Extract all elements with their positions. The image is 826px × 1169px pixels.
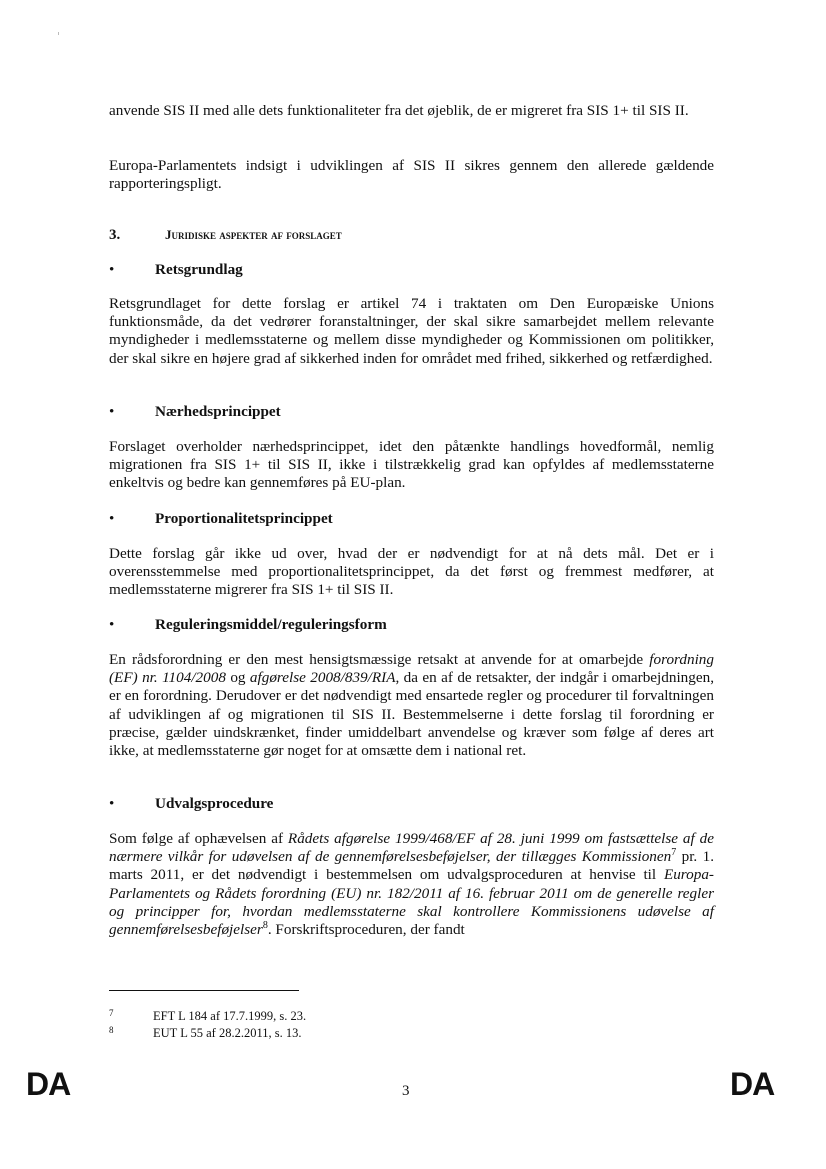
- regulering-text: En rådsforordning er den mest hensigtsmæssige retsakt at anvende for at omarbejde forordning (EF) nr. 1104/2008 og afgørelse 2008/839/RIA, da en af de retsakter, der indgår i omarbejdningen, er en forordning. Derudover er det nødvendigt med ensartede regler og procedurer til forvaltningen af udviklingen af og migrationen til SIS II. Bestemmelserne i dette forslag til forordning er præcise, gælder uindskrænket, finder umiddelbart anvendelse og kræver som følge af deres art ikke, at medlemsstaterne gør noget for at omsætte dem i national ret.: [109, 651, 714, 760]
- udvalg-text: Som følge af ophævelsen af Rådets afgørelse 1999/468/EF af 28. juni 1999 om fastsættelse af de nærmere vilkår for udøvelsen af de gennemførelsesbeføjelser, der tillægges Kommissionen$^7$ pr. 1. marts 2011, er det nødvendigt i bestemmelsen om udvalgsproceduren at henvise til Europa-Parlamentets og Rådets forordning (EU) nr. 182/2011 af 16. februar 2011 om de generelle regler og principper for, hvordan medlemsstaterne skal kontrollere Kommissionens udøvelse af gennemførelsesbeføjelser$^8$. Forskriftsproceduren, der fandt: [109, 830, 714, 939]
- udvalg-heading: Udvalgsprocedure: [155, 795, 274, 812]
- footnote-ref-8[interactable]: 8: [262, 920, 268, 932]
- udvalg-ref-forordning: Europa-Parlamentets og Rådets forordning (EU) nr. 182/2011 af 16. februar 2011 om de generelle regler og principper for, hvordan medlemsstaterne skal kontrollere Kommissionens udøvelse af gennemførelsesbeføjelser: [109, 866, 714, 939]
- footnote-divider: [109, 990, 299, 991]
- intro-block: [109, 102, 714, 120]
- bullet-heading-proportionalitet: [109, 510, 333, 528]
- naerhed-block: [109, 438, 714, 493]
- intro-paragraph-2: Europa-Parlamentets indsigt i udviklingen af SIS II sikres gennem den allerede gældende rapporteringspligt.: [109, 157, 714, 193]
- bullet-heading-regulering: [109, 616, 387, 634]
- language-code-right: DA: [730, 1066, 775, 1102]
- retsgrundlag-text: Retsgrundlaget for dette forslag er artikel 74 i traktaten om Den Europæiske Unions funktionsmåde, da det vedrører foranstaltninger, der skal sikre samarbejdet mellem relevante myndigheder i medlemsstaterne og mellem disse myndigheder og Kommissionen om politikker, der skal sikre en højere grad af sikkerhed inden for området med frihed, sikkerhed og retfærdighed.: [109, 295, 714, 367]
- bullet-icon: •: [109, 403, 115, 420]
- scan-speck: [58, 32, 59, 35]
- section-heading: [109, 227, 342, 244]
- naerhed-text: Forslaget overholder nærhedsprincippet, idet den påtænkte handlings hovedformål, nemlig migrationen fra SIS 1+ til SIS II, ikke i tilstrækkelig grad kan opfyldes af medlemsstaterne enkeltvis og bedre kan gennemføres på EU-plan.: [109, 438, 714, 492]
- proportionalitet-block: [109, 545, 714, 600]
- regulering-ref-afgorelse: afgørelse 2008/839/RIA: [249, 669, 396, 687]
- intro-paragraph-1: anvende SIS II med alle dets funktionaliteter fra det øjeblik, de er migreret fra SIS 1+ til SIS II.: [109, 102, 689, 119]
- retsgrundlag-heading: Retsgrundlag: [155, 261, 243, 278]
- bullet-icon: •: [109, 795, 115, 812]
- section-title: Juridiske aspekter af forslaget: [165, 227, 342, 242]
- bullet-icon: •: [109, 510, 115, 527]
- footnote-text: EFT L 184 af 17.7.1999, s. 23.: [153, 1009, 307, 1023]
- footnote-number: 8: [109, 1025, 114, 1035]
- footnote-number: 7: [109, 1008, 114, 1018]
- footnote-8: [109, 1025, 301, 1041]
- footnote-text: EUT L 55 af 28.2.2011, s. 13.: [153, 1026, 302, 1040]
- intro-block-2: [109, 157, 714, 193]
- udvalg-block: [109, 830, 714, 939]
- regulering-block: [109, 651, 714, 760]
- proportionalitet-heading: Proportionalitetsprincippet: [155, 510, 333, 527]
- bullet-icon: •: [109, 616, 115, 633]
- proportionalitet-text: Dette forslag går ikke ud over, hvad der er nødvendigt for at nå dets mål. Det er i overensstemmelse med proportionalitetsprincippet, da det først og fremmest medfører, at medlemsstaterne migrerer fra SIS 1+ til SIS II.: [109, 545, 714, 599]
- bullet-icon: •: [109, 261, 115, 278]
- footnote-ref-7[interactable]: 7: [671, 847, 677, 859]
- language-code-left: DA: [26, 1066, 71, 1102]
- regulering-ref-forordning: forordning (EF) nr. 1104/2008: [109, 651, 714, 687]
- section-number: 3.: [109, 227, 121, 243]
- naerhed-heading: Nærhedsprincippet: [155, 403, 281, 420]
- page-number: 3: [402, 1083, 410, 1099]
- footnote-7: [109, 1008, 306, 1024]
- bullet-heading-retsgrundlag: [109, 261, 243, 279]
- bullet-heading-naerhed: [109, 403, 281, 421]
- udvalg-ref-afgorelse: Rådets afgørelse 1999/468/EF af 28. juni 1999 om fastsættelse af de nærmere vilkår for udøvelsen af de gennemførelsesbeføjelser, der tillægges Kommissionen: [109, 830, 714, 866]
- bullet-heading-udvalg: [109, 795, 273, 813]
- retsgrundlag-block: [109, 295, 714, 368]
- regulering-heading: Reguleringsmiddel/reguleringsform: [155, 616, 387, 633]
